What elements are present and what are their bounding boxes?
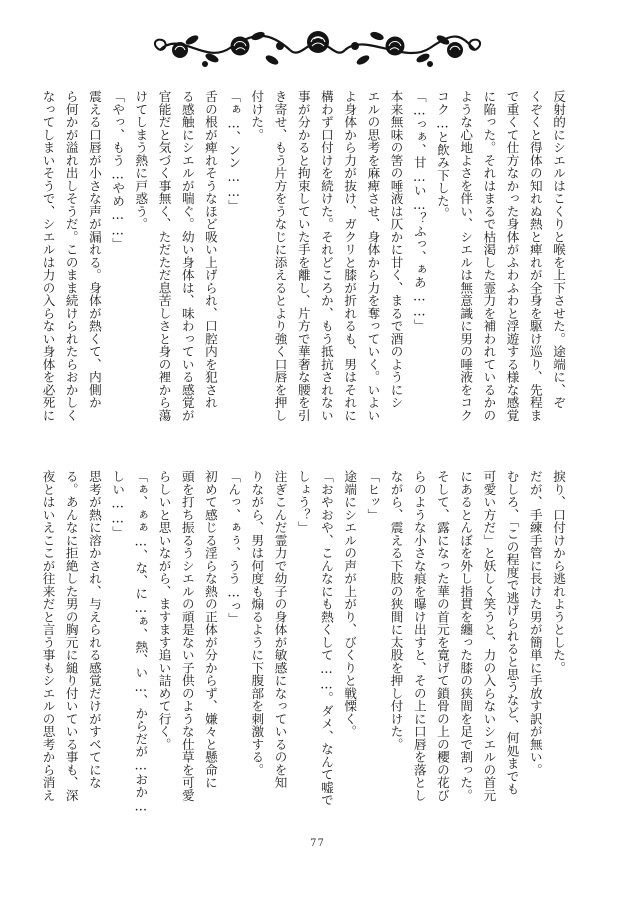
text-line: 事が分かると拘束していた手を離し、片方で華奢な腰を引 <box>295 90 311 422</box>
text-line: エルの思考を麻痺させ、身体から力を奪っていく。いよい <box>365 90 381 422</box>
text-line: で重くて仕方なかった身体がふわふわと浮遊する様な感覚 <box>504 90 520 422</box>
text-line: にあるとんぼを外し指貫を纏った膝の狭間を足で割った。 <box>458 470 474 802</box>
text-line: 「んっ、ぁぅ、うう…っ」 <box>226 470 242 626</box>
text-line: る感触にシエルが喘ぐ。幼い身体は、味わっている感覚が <box>179 90 195 422</box>
text-line: 官能だと気づく事無く、ただただ息苦しさと身の裡から蕩 <box>156 90 172 422</box>
text-line: りながら、男は何度も煽るように下腹部を刺激する。 <box>249 470 265 776</box>
text-line: らしいと思いながら、ますます追い詰めて行く。 <box>156 470 172 751</box>
text-line: 舌の根が痺れそうなほど吸い上げられ、口腔内を犯され <box>202 90 218 409</box>
text-line: けてしまう熱に戸惑う。 <box>133 90 149 231</box>
text-line: 構わず口付けを続けた。それどころか、もう抵抗されない <box>318 90 334 422</box>
text-line: しい……」 <box>110 470 126 539</box>
page-number: 77 <box>310 838 325 849</box>
text-line: くぞくと得体の知れぬ熱と痺れが全身を駆け巡り、先程ま <box>527 90 543 422</box>
text-line: 注ぎこんだ霊力で幼子の身体が敏感になっているのを知 <box>272 470 288 789</box>
text-line: 可愛い方だ」と妖しく笑うと、力の入らないシエルの首元 <box>481 470 497 802</box>
text-line: 震える口唇が小さな声が漏れる。身体が熱くて、内側か <box>86 90 102 409</box>
text-line: コク…と飲み下した。 <box>434 90 450 220</box>
text-line: むしろ、「この程度で逃げられると思うなど、何処までも <box>504 470 520 796</box>
text-line: 夜とはいえここが往来だと言う事もシエルの思考から消え <box>40 470 56 802</box>
text-line: る。あんなに拒絶した男の胸元に縋り付いている事も、深 <box>63 470 79 802</box>
text-line: き寄せ、もう片方をうなじに添えるとより強く口唇を押し <box>272 90 288 422</box>
text-line: そして、露になった華の首元を寛げて鎖骨の上の櫻の花び <box>434 470 450 802</box>
text-line: よ身体から力が抜け、ガクリと膝が折れるも、男はそれに <box>342 90 358 422</box>
text-line: 「おやおや、こんなにも熱くして……。ダメ、なんて嘘で <box>318 470 334 807</box>
text-line: 思考が熱に溶かされ、与えられる感覚だけがすべてにな <box>86 470 102 789</box>
text-block-top <box>36 90 570 420</box>
text-line: らのような小さな痕を曝け出すと、その上に口唇を落とし <box>411 470 427 802</box>
text-line: 初めて感じる淫らな熱の正体が分からず、嫌々と懸命に <box>202 470 218 789</box>
text-line: ら何かが溢れ出しそうだ。このまま続けられたらおかしく <box>63 90 79 422</box>
text-block-bottom <box>36 470 570 814</box>
text-line: 反射的にシエルはこくりと喉を上下させた。途端に、ぞ <box>551 90 566 409</box>
text-line: 「ぁ…、ンン……」 <box>226 90 242 212</box>
text-line: 「…っぁ、甘…い…？ふっ、ぁあ……」 <box>411 90 427 332</box>
text-line: だが、手練手管に長けた男が簡単に手放す訳が無い。 <box>527 470 543 776</box>
text-line: 頭を打ち振るうシエルの頑是ない子供のような仕草を可愛 <box>179 470 195 802</box>
text-line: ながら、震える下肢の狭間に太股を押し付けた。 <box>388 470 404 751</box>
text-line: ような心地よさを伴い、シエルは無意識に男の唾液をコク <box>458 90 474 422</box>
text-line: 「ぁ、ぁぁ…、な、に…ぁ、熱、い…、からだが…おか… <box>133 470 149 814</box>
text-line: 付けた。 <box>249 90 265 141</box>
text-line: 途端にシエルの声が上がり、びくりと戦慄く。 <box>342 470 358 738</box>
text-line: 本来無味の筈の唾液は仄かに甘く、まるで酒のようにシ <box>388 90 404 409</box>
text-line: 「やっ、もう…やめ……」 <box>110 90 126 251</box>
text-line: 捩り、口付けから逃れようとした。 <box>551 470 566 674</box>
text-line: 「ヒッ」 <box>365 470 381 521</box>
text-line: しょう？」 <box>295 470 311 534</box>
rose-vine-ornament-icon <box>150 20 485 72</box>
text-line: なってしまいそうで、シエルは力の入らない身体を必死に <box>40 90 56 422</box>
text-line: に陥った。それはまるで枯渇した霊力を補われているかの <box>481 90 497 422</box>
